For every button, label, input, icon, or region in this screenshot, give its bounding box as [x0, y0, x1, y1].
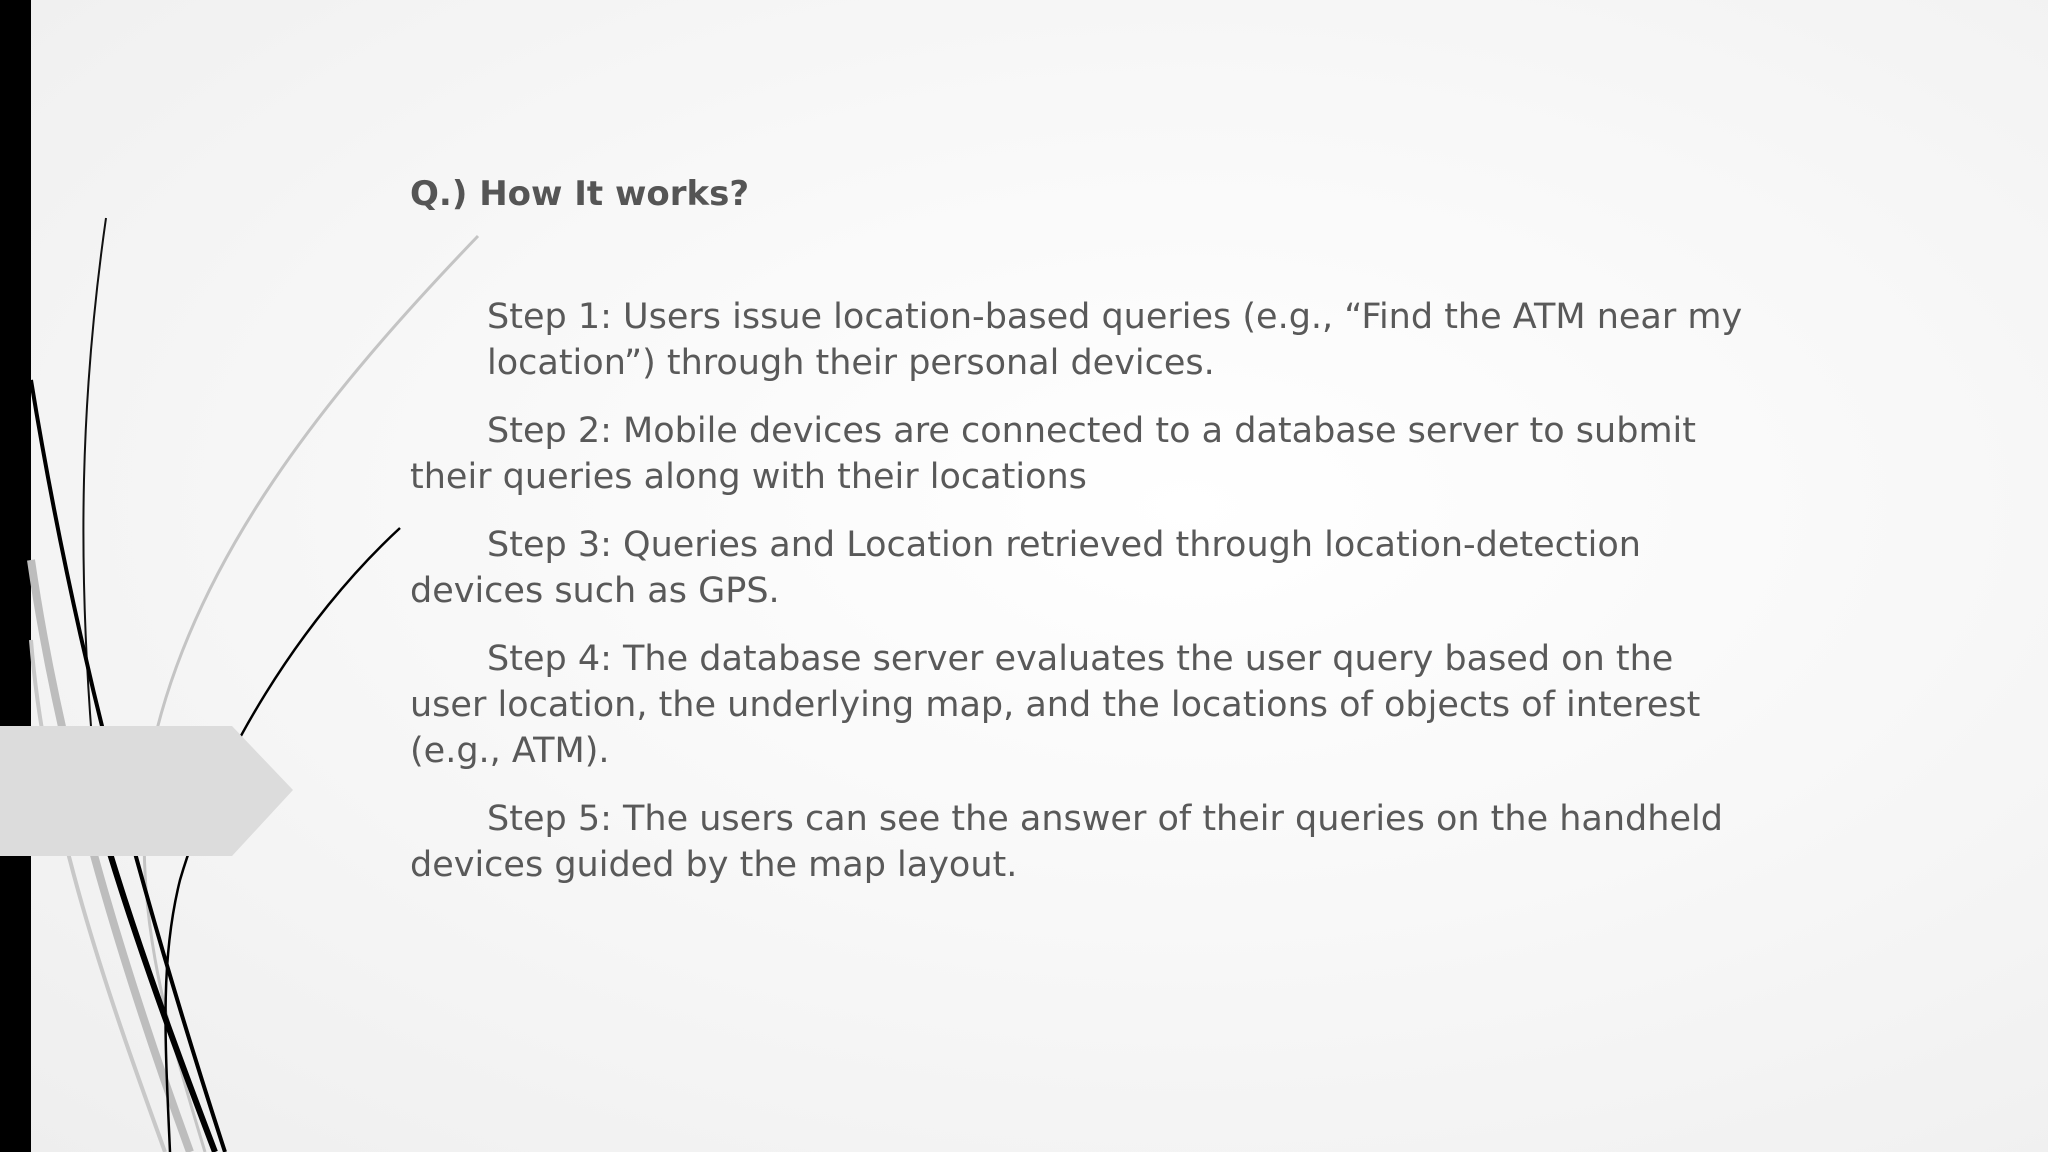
- step-5: [410, 796, 1760, 888]
- step-3-text: Queries and Location retrieved through location-detection devices such as GPS.: [410, 525, 1641, 611]
- step-3-label: Step 3:: [487, 525, 612, 565]
- steps-list: [410, 294, 1760, 910]
- slide-heading: Q.) How It works?: [410, 174, 750, 214]
- step-1-label: Step 1:: [487, 297, 612, 337]
- step-4: [410, 636, 1760, 774]
- black-swoosh-thick: [100, 820, 215, 1152]
- step-3: [410, 522, 1760, 614]
- step-5-label: Step 5:: [487, 799, 612, 839]
- step-1-text: Users issue location-based queries (e.g., “Find the ATM near my location”) through their personal devices.: [487, 297, 1743, 383]
- step-2-label: Step 2:: [487, 411, 612, 451]
- step-5-text: The users can see the answer of their queries on the handheld devices guided by the map layout.: [410, 799, 1723, 885]
- gray-tab-shape: [0, 726, 293, 856]
- step-2-text: Mobile devices are connected to a database server to submit their queries along with their locations: [410, 411, 1696, 497]
- step-1: [487, 294, 1760, 386]
- step-4-label: Step 4:: [487, 639, 612, 679]
- step-4-text: The database server evaluates the user query based on the user location, the underlying map, and the locations of objects of interest (e.g., ATM).: [410, 639, 1701, 771]
- step-2: [410, 408, 1760, 500]
